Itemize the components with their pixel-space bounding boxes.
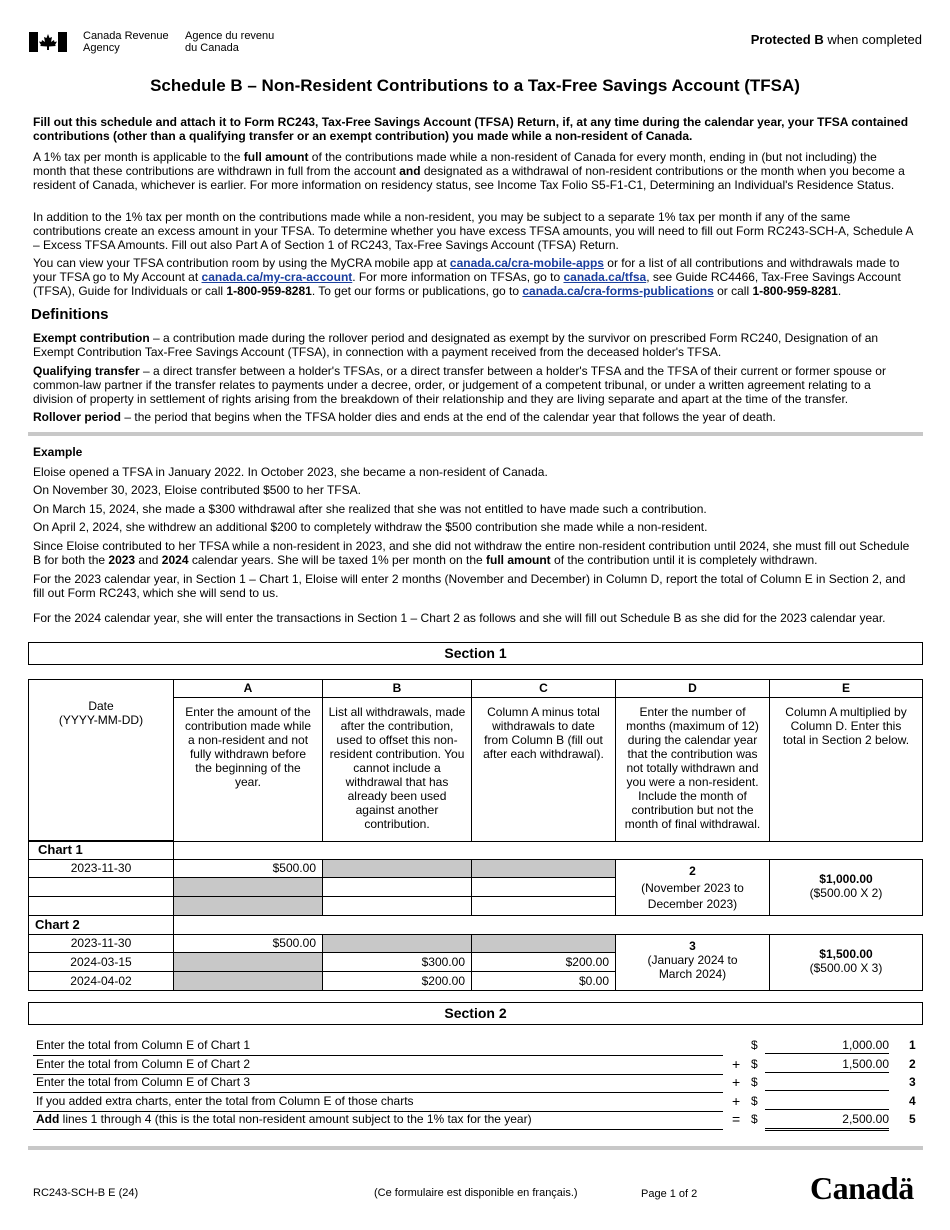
- section-1-title: Section 1: [28, 642, 923, 665]
- line-number: 3: [909, 1075, 916, 1089]
- chart-2-row-1-b: [322, 934, 472, 953]
- example-line-4: On April 2, 2024, she withdrew an additional $200 to completely withdraw the $500 contribution she made while a non-resident.: [33, 520, 708, 534]
- protected-b-label: Protected B when completed: [750, 32, 922, 47]
- chart-2-row-1-date[interactable]: 2023-11-30: [28, 934, 174, 953]
- section-2-line-2: [33, 1056, 916, 1074]
- column-letter-e: E: [769, 679, 923, 698]
- section-2-line-label: Enter the total from Column E of Chart 3: [36, 1075, 251, 1089]
- column-b-description: List all withdrawals, made after the contribution, used to offset this non-resident contribution. You cannot include a withdrawal that has already been used against another contribution.: [322, 697, 472, 842]
- chart-1-row-2-date[interactable]: [28, 877, 174, 897]
- line-number: 5: [909, 1112, 916, 1126]
- chart-1-row-2-a: [173, 877, 323, 897]
- operator-sign: +: [732, 1074, 741, 1090]
- chart-2-label: Chart 2: [28, 915, 174, 935]
- section-2-line-label: If you added extra charts, enter the total from Column E of those charts: [36, 1094, 414, 1108]
- chart-1-row-2-b[interactable]: [322, 877, 472, 897]
- section-2-line-4: [33, 1093, 916, 1111]
- mobile-apps-link[interactable]: canada.ca/cra-mobile-apps: [449, 256, 604, 270]
- section-2-line-label: Enter the total from Column E of Chart 1: [36, 1038, 251, 1052]
- dollar-sign: $: [751, 1038, 758, 1052]
- chart-2-row-2-c[interactable]: $200.00: [471, 952, 616, 972]
- column-a-description: Enter the amount of the contribution made while a non-resident and not fully withdrawn before the beginning of the year.: [173, 697, 323, 842]
- intro-paragraph-2: In addition to the 1% tax per month on the contributions made while a non-resident, you may be subject to a separate 1% tax per month if any of the same contributions create an excess amount in your TFSA. To determine whether you have excess TFSA amounts, you will need to fill out Form RC243-SCH-A, Schedule A – Excess TFSA Amounts. Fill out also Part A of Section 1 of RC243, Tax-Free Savings Account (TFSA) Return.: [33, 210, 913, 252]
- chart-1-row-3-date[interactable]: [28, 896, 174, 916]
- intro-paragraph-1: A 1% tax per month is applicable to the full amount of the contributions made while a non-resident of Canada for every month, ending in (but not including) the month that these contributions are withdrawn in full from the account and designated as a withdrawal of non-resident contributions or the month when you become a resident of Canada, whichever is earlier. For more information on residency status, see Income Tax Folio S5-F1-C1, Determining an Individual's Residence Status.: [33, 150, 905, 192]
- operator-sign: +: [732, 1056, 741, 1072]
- example-line-3: On March 15, 2024, she made a $300 withdrawal after she realized that she was not entitled to have made such a contribution.: [33, 502, 707, 516]
- french-availability-note: (Ce formulaire est disponible en français.): [374, 1187, 578, 1199]
- date-column-header: Date (YYYY-MM-DD): [28, 697, 174, 842]
- definition-qualifying-transfer: Qualifying transfer – a direct transfer between a holder's TFSAs, or a direct transfer between a holder's TFSA and the TFSA of their current or former spouse or common-law partner if the transfer relates to payments under a decree, order, or judgement of a competent tribunal, or under a written agreement relating to a division of property in settlement of rights arising from the breakdown of their relationship and they are living separate and apart at the time of the transfer.: [33, 364, 886, 406]
- chart-1-row-3-b[interactable]: [322, 896, 472, 916]
- my-account-link[interactable]: canada.ca/my-cra-account: [201, 270, 353, 284]
- date-column-blank: [28, 679, 174, 698]
- line-number: 4: [909, 1094, 916, 1108]
- chart-1-row-2-c[interactable]: [471, 877, 616, 897]
- operator-sign: =: [732, 1111, 741, 1127]
- page-number: Page 1 of 2: [641, 1188, 698, 1200]
- example-line-7: For the 2024 calendar year, she will enter the transactions in Section 1 – Chart 2 as follows and she will fill out Schedule B as she did for the 2023 calendar year.: [33, 611, 886, 625]
- column-c-description: Column A minus total withdrawals to date from Column B (fill out after each withdrawal).: [471, 697, 616, 842]
- section-2-title: Section 2: [28, 1002, 923, 1025]
- definition-rollover-period: Rollover period – the period that begins when the TFSA holder dies and ends at the end of the calendar year that follows the year of death.: [33, 410, 776, 424]
- chart-1-column-d[interactable]: 2 (November 2023 to December 2023): [615, 859, 770, 916]
- amount-field[interactable]: 1,000.00: [765, 1037, 889, 1054]
- chart-2-column-d[interactable]: 3 (January 2024 to March 2024): [615, 934, 770, 991]
- chart-2-row-2-date[interactable]: 2024-03-15: [28, 952, 174, 972]
- amount-field[interactable]: 2,500.00: [765, 1111, 889, 1131]
- intro-bold-paragraph: Fill out this schedule and attach it to Form RC243, Tax-Free Savings Account (TFSA) Return, if, at any time during the calendar year, your TFSA contained contributions (other than a qualifying transfer or an exempt contribution) you made while a non-resident of Canada.: [33, 115, 909, 143]
- section-2-line-label: Enter the total from Column E of Chart 2: [36, 1057, 251, 1071]
- chart-1-row-3-a: [173, 896, 323, 916]
- form-code: RC243-SCH-B E (24): [33, 1187, 139, 1199]
- dollar-sign: $: [751, 1094, 758, 1108]
- chart-1-row-1-date[interactable]: 2023-11-30: [28, 859, 174, 878]
- example-line-5: Since Eloise contributed to her TFSA while a non-resident in 2023, and she did not withdraw the entire non-resident contribution until 2024, she must fill out Schedule B for both the 2023 and 2024 calendar years. She will be taxed 1% per month on the full amount of the contribution until it is completely withdrawn.: [33, 539, 910, 567]
- line-number: 2: [909, 1057, 916, 1071]
- operator-sign: +: [732, 1093, 741, 1109]
- section-2-line-5: [33, 1111, 916, 1129]
- forms-publications-link[interactable]: canada.ca/cra-forms-publications: [522, 284, 714, 298]
- chart-1-column-e[interactable]: $1,000.00 ($500.00 X 2): [769, 859, 923, 916]
- page-title: Schedule B – Non-Resident Contributions to a Tax-Free Savings Account (TFSA): [150, 76, 800, 95]
- section-2-line-label: Add lines 1 through 4 (this is the total non-resident amount subject to the 1% tax for the year): [36, 1112, 532, 1126]
- chart-1-row-1-b: [322, 859, 472, 878]
- chart-2-row-3-date[interactable]: 2024-04-02: [28, 971, 174, 991]
- canada-flag-logo: [29, 32, 67, 52]
- chart-1-row-1-a[interactable]: $500.00: [173, 859, 323, 878]
- chart-1-row-3-c[interactable]: [471, 896, 616, 916]
- divider: [28, 432, 923, 436]
- section-2-underline: [33, 1129, 723, 1130]
- column-letter-c: C: [471, 679, 616, 698]
- intro-paragraph-3: You can view your TFSA contribution room by using the MyCRA mobile app at canada.ca/cra-mobile-apps or for a list of all contributions and withdrawals made to your TFSA go to My Account at canada.ca/my-cra-account. For more information on TFSAs, go to canada.ca/tfsa, see Guide RC4466, Tax-Free Savings Account (TFSA), Guide for Individuals or call 1-800-959-8281. To get our forms or publications, go to canada.ca/cra-forms-publications or call 1-800-959-8281.: [33, 256, 901, 298]
- section-2-line-1: [33, 1037, 916, 1055]
- column-d-description: Enter the number of months (maximum of 12) during the calendar year that the contribution was not totally withdrawn and you were a non-resident. Include the month of contribution but not the month of final withdrawal.: [615, 697, 770, 842]
- dollar-sign: $: [751, 1112, 758, 1126]
- section-2-line-3: [33, 1074, 916, 1092]
- amount-field[interactable]: 1,500.00: [765, 1056, 889, 1073]
- column-letter-b: B: [322, 679, 472, 698]
- chart-1-label: Chart 1: [28, 840, 174, 860]
- chart-2-row-3-b[interactable]: $200.00: [322, 971, 472, 991]
- amount-field[interactable]: [765, 1093, 889, 1110]
- dollar-sign: $: [751, 1075, 758, 1089]
- column-e-description: Column A multiplied by Column D. Enter this total in Section 2 below.: [769, 697, 923, 842]
- chart-2-row-1-a[interactable]: $500.00: [173, 934, 323, 953]
- chart-2-row-1-c: [471, 934, 616, 953]
- line-number: 1: [909, 1038, 916, 1052]
- example-heading: Example: [33, 445, 83, 459]
- definitions-heading: Definitions: [31, 306, 109, 323]
- chart-2-row-3-a: [173, 971, 323, 991]
- dollar-sign: $: [751, 1057, 758, 1071]
- column-letter-a: A: [173, 679, 323, 698]
- agency-name-en: Canada Revenue Agency: [83, 30, 169, 54]
- chart-2-row-3-c[interactable]: $0.00: [471, 971, 616, 991]
- column-letter-d: D: [615, 679, 770, 698]
- canada-wordmark: Canadä: [810, 1170, 914, 1206]
- chart-2-column-e[interactable]: $1,500.00 ($500.00 X 3): [769, 934, 923, 991]
- definition-exempt-contribution: Exempt contribution – a contribution made during the rollover period and designated as exempt by the survivor on prescribed Form RC240, Designation of an Exempt Contribution Tax-Free Savings Account (TFSA), in connection with a payment received from the deceased holder's TFSA.: [33, 331, 879, 359]
- chart-2-row-2-a: [173, 952, 323, 972]
- chart-2-row-2-b[interactable]: $300.00: [322, 952, 472, 972]
- example-line-6: For the 2023 calendar year, in Section 1 – Chart 1, Eloise will enter 2 months (November and December) in Column D, report the total of Column E in Section 2, and fill out Form RC243, which she will send to us.: [33, 572, 906, 600]
- example-line-2: On November 30, 2023, Eloise contributed $500 to her TFSA.: [33, 483, 361, 497]
- agency-name-fr: Agence du revenu du Canada: [185, 30, 275, 54]
- chart-1-row-1-c: [471, 859, 616, 878]
- example-line-1: Eloise opened a TFSA in January 2022. In October 2023, she became a non-resident of Canada.: [33, 465, 548, 479]
- tfsa-link[interactable]: canada.ca/tfsa: [563, 270, 647, 284]
- divider: [28, 1146, 923, 1150]
- amount-field[interactable]: [765, 1074, 889, 1091]
